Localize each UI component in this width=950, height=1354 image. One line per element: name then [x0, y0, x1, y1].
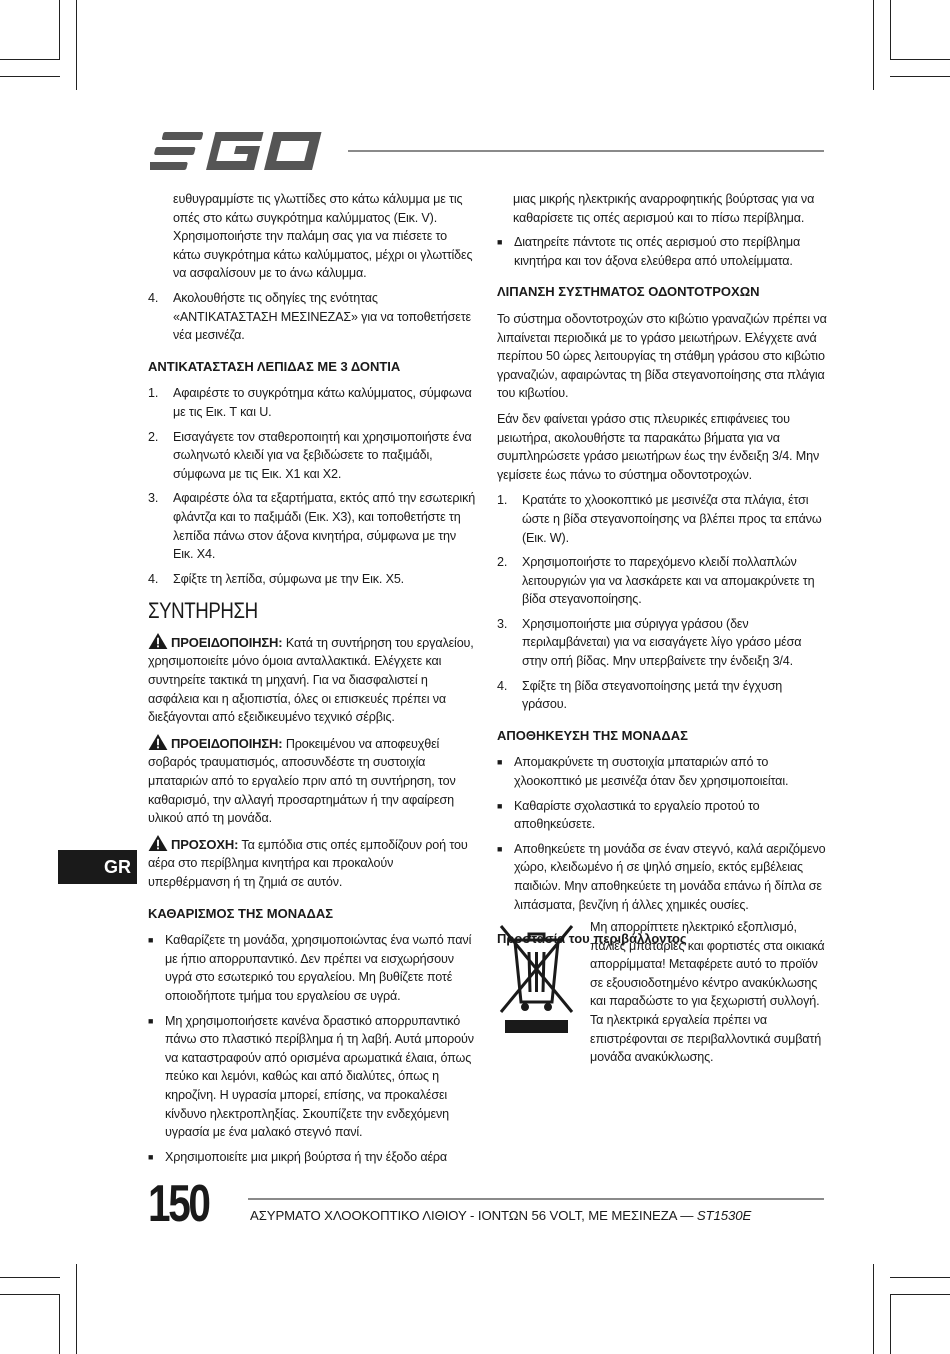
warning-label: ΠΡΟΕΙΔΟΠΟΙΗΣΗ: — [171, 634, 283, 650]
warning-text: Κατά τη συντήρηση του εργαλείου, χρησιμοποιείτε μόνο όμοια ανταλλακτικά. Ελέγχετε και συντηρείτε τακτικά τη μηχανή. Για να διασφαλιστεί η ασφάλεια και η αξιοπιστία, όλες οι επισκευές πρέπει να διεξάγονται από εξειδικευμένο τεχνικό σέρβις. — [148, 635, 474, 725]
warning-text: Προκειμένου να αποφευχθεί σοβαρός τραυματισμός, αποσυνδέστε τη συστοιχία μπαταριών από το εργαλείο πριν από τη συντήρηση, τον καθαρισμό, την αλλαγή προσαρτημάτων ή την αφαίρεση υλικού από τη μονάδα. — [148, 736, 456, 826]
section-heading: ΑΝΤΙΚΑΤΑΣΤΑΣΗ ΛΕΠΙΔΑΣ ΜΕ 3 ΔΟΝΤΙΑ — [148, 358, 401, 374]
paragraph: Το σύστημα οδοντοτροχών στο κιβώτιο γραναζιών πρέπει να λιπαίνεται περιοδικά με το γράσο μειωτήρων. Ελέγχετε ανά περίπου 50 ώρες λειτουργίας τη στάθμη γράσου στο κιβώτιο γραναζιών, αφαιρώντας τη βίδα στεγανοποίησης στα πλάγια του κιβωτίου. — [497, 311, 827, 401]
list-item — [148, 489, 476, 563]
list-item — [148, 931, 476, 1005]
language-tab: GR — [58, 850, 137, 884]
crop-mark — [76, 1264, 77, 1354]
crop-mark — [890, 59, 950, 60]
crossed-out-bin-icon — [497, 920, 576, 1038]
caution-label: ΠΡΟΣΟΧΗ: — [171, 836, 239, 852]
warning-triangle-icon — [148, 633, 168, 649]
bullet-icon: ■ — [148, 935, 154, 946]
item-number: 2. — [148, 429, 159, 444]
crop-mark — [890, 1294, 891, 1354]
crop-mark — [0, 1277, 60, 1278]
crop-mark — [873, 0, 874, 90]
warning-triangle-icon — [148, 734, 168, 750]
crop-mark — [890, 0, 891, 60]
section-heading: ΑΠΟΘΗΚΕΥΣΗ ΤΗΣ ΜΟΝΑΔΑΣ — [497, 727, 688, 743]
crop-mark — [0, 59, 60, 60]
footer-rule — [248, 1198, 824, 1200]
warning-triangle-icon — [148, 835, 168, 851]
item-text: Ακολουθήστε τις οδηγίες της ενότητας «ΑΝΤΙΚΑΤΑΣΤΑΣΗ ΜΕΣΙΝΕΖΑΣ» για να τοποθετήσετε νέα μεσινέζα. — [173, 290, 471, 343]
bullet-icon: ■ — [497, 800, 503, 811]
crop-mark — [0, 1294, 60, 1295]
item-number: 1. — [148, 386, 159, 401]
list-item — [148, 1012, 476, 1142]
crop-mark — [59, 1294, 60, 1354]
crop-mark — [59, 0, 60, 60]
item-number: 3. — [148, 491, 159, 506]
item-text: Καθαρίστε σχολαστικά το εργαλείο προτού το αποθηκεύσετε. — [514, 798, 760, 832]
list-item — [497, 553, 827, 609]
paragraph: ευθυγραμμίστε τις γλωττίδες στο κάτω κάλυμμα με τις οπές στο κάτω συγκρότημα καλύμματος (Εικ. V). Χρησιμοποιήστε την παλάμη σας για να πιέσετε το κάτω συγκρότημα κάτω καλύμματος, μέχρι οι γλωττίδες να ασφαλίσουν με το άνω κάλυμμα. — [173, 192, 473, 281]
crop-mark — [0, 76, 60, 77]
list-item — [497, 753, 827, 790]
item-number: 4. — [148, 290, 159, 305]
caution-block — [148, 835, 476, 892]
list-item — [497, 615, 827, 671]
item-text: Χρησιμοποιήστε μια σύριγγα γράσου (δεν περιλαμβάνεται) για να εισαγάγετε λίγο γράσο μέσα στην οπή βίδας. Μην υπερβαίνετε την ένδειξη 3/4. — [522, 616, 802, 669]
environment-text: Μη απορρίπτετε ηλεκτρικό εξοπλισμό, παλιές μπαταρίες και φορτιστές στα οικιακά απορρίμματα! Μεταφέρετε αυτό το προϊόν σε εξουσιοδοτημένο κέντρο ανακύκλωσης και παραδώστε το για ξεχωριστή συλλογή. Τα ηλεκτρικά εργαλεία πρέπει να επιστρέφονται σε περιβαλλοντικά συμβατή μονάδα ανακύκλωσης. — [590, 920, 825, 1065]
item-text: Εισαγάγετε τον σταθεροποιητή και χρησιμοποιήστε ένα σωληνωτό κλειδί για να ξεβιδώσετε το παξιμάδι, σύμφωνα με τις Εικ. X1 και X2. — [173, 429, 472, 481]
bullet-icon: ■ — [497, 237, 503, 248]
bullet-icon: ■ — [497, 757, 503, 768]
right-column — [497, 190, 827, 957]
crop-mark — [890, 1277, 950, 1278]
item-text: Καθαρίζετε τη μονάδα, χρησιμοποιώντας ένα νωπό πανί με ήπιο απορρυπαντικό. Δεν πρέπει να εισχωρήσουν υγρά στο εσωτερικό του εργαλείου. Μη βυθίζετε ποτέ οποιοδήποτε τμήμα του εργαλείου σε υγρά. — [165, 933, 472, 1003]
page-number: 150 — [148, 1175, 209, 1233]
crop-mark — [76, 0, 77, 90]
item-text: Μη χρησιμοποιήσετε κανένα δραστικό απορρυπαντικό πάνω στο πλαστικό περίβλημα ή τη λαβή. Αυτά μπορούν να καταστραφούν από ορισμένα αρωματικά έλαια, όπως πεύκο και λεμόνι, καθώς και από διαλύτες, όπως η κηροζίνη. Η υγρασία μπορεί, επίσης, να προκαλέσει κίνδυνο ηλεκτροπληξίας. Σκουπίζετε την ενδεχόμενη υγρασία με ένα μαλακό στεγνό πανί. — [165, 1013, 474, 1140]
section-heading: ΚΑΘΑΡΙΣΜΟΣ ΤΗΣ ΜΟΝΑΔΑΣ — [148, 905, 334, 921]
item-number: 4. — [497, 678, 508, 693]
list-item — [148, 1148, 476, 1167]
item-text: Χρησιμοποιήστε το παρεχόμενο κλειδί πολλαπλών λειτουργιών για να λασκάρετε και να απομακρύνετε τη βίδα στεγανοποίησης. — [522, 555, 815, 607]
section-title: ΣΥΝΤΗΡΗΣΗ — [148, 598, 258, 624]
item-number: 3. — [497, 616, 508, 631]
bullet-icon: ■ — [497, 843, 503, 854]
list-item — [148, 289, 476, 345]
left-column — [148, 190, 476, 1172]
crop-mark — [873, 1264, 874, 1354]
caution-text: Τα εμπόδια στις οπές εμποδίζουν ροή του αέρα στο περίβλημα κινητήρα και προκαλούν υπερθέρμανση ή τη ζημιά σε αυτόν. — [148, 837, 468, 889]
header-rule — [348, 150, 824, 152]
item-text: Χρησιμοποιείτε μια μικρή βούρτσα ή την έξοδο αέρα — [165, 1149, 448, 1164]
list-item — [497, 797, 827, 834]
item-text: Αφαιρέστε όλα τα εξαρτήματα, εκτός από την εσωτερική φλάντζα και το παξιμάδι (Εικ. X3), και τοποθετήστε τη λεπίδα πάνω στον άξονα κινητήρα, σύμφωνα με την Εικ. X4. — [173, 491, 476, 562]
list-item — [148, 428, 476, 484]
list-item — [497, 677, 827, 714]
list-item — [497, 491, 827, 547]
item-number: 1. — [497, 493, 508, 508]
paragraph: Εάν δεν φαίνεται γράσο στις πλευρικές επιφάνειες του μειωτήρα, ακολουθήστε τα παρακάτω βήματα για να συμπληρώσετε γράσο μειωτήρων έως την ένδειξη 3/4. Μην γεμίσετε έως πάνω το σύστημα οδοντοτροχών. — [497, 411, 820, 482]
bullet-icon: ■ — [148, 1015, 154, 1026]
item-text: Διατηρείτε πάντοτε τις οπές αερισμού στο περίβλημα κινητήρα και τον άξονα ελεύθερα από υπολείμματα. — [514, 235, 801, 268]
list-item — [148, 384, 476, 421]
footer-text: ΑΣΥΡΜΑΤΟ ΧΛΟΟΚΟΠΤΙΚΟ ΛΙΘΙΟΥ - ΙΟΝΤΩΝ 56 VOLT, ΜΕ ΜΕΣΙΝΕΖΑ — — [250, 1208, 697, 1223]
footer-title — [250, 1208, 751, 1223]
warning-label: ΠΡΟΕΙΔΟΠΟΙΗΣΗ: — [171, 735, 283, 751]
section-heading: ΛΙΠΑΝΣΗ ΣΥΣΤΗΜΑΤΟΣ ΟΔΟΝΤΟΤΡΟΧΩΝ — [497, 284, 760, 300]
list-item — [497, 233, 827, 270]
ego-logo — [150, 130, 330, 172]
item-number: 4. — [148, 571, 159, 586]
warning-block — [148, 633, 476, 727]
footer-model: ST1530E — [696, 1208, 752, 1223]
item-text: Απομακρύνετε τη συστοιχία μπαταριών από το χλοοκοπτικό με μεσινέζα όταν δεν χρησιμοποιείται. — [514, 755, 789, 789]
section-heading: Προστασία του περιβάλλοντος — [497, 931, 687, 947]
item-text: Αφαιρέστε το συγκρότημα κάτω καλύμματος, σύμφωνα με τις Εικ. T και U. — [173, 386, 472, 419]
item-number: 2. — [497, 555, 508, 570]
bullet-icon: ■ — [148, 1151, 154, 1162]
item-text: Σφίξτε τη λεπίδα, σύμφωνα με την Εικ. X5. — [173, 571, 405, 586]
item-text: Κρατάτε το χλοοκοπτικό με μεσινέζα στα πλάγια, έτσι ώστε η βίδα στεγανοποίησης να βλέπει προς τα επάνω (Εικ. W). — [522, 493, 822, 545]
item-text: Σφίξτε τη βίδα στεγανοποίησης μετά την έγχυση γράσου. — [522, 678, 783, 712]
crop-mark — [890, 1294, 950, 1295]
warning-block — [148, 734, 476, 828]
list-item — [148, 570, 476, 589]
paragraph: μιας μικρής ηλεκτρικής αναρροφητικής βούρτσας για να καθαρίσετε τις οπές αερισμού και το πίσω περίβλημα. — [513, 192, 815, 225]
item-text: Αποθηκεύετε τη μονάδα σε έναν στεγνό, καλά αεριζόμενο χώρο, κλειδωμένο ή σε ψηλό σημείο, εκτός εμβέλειας παιδιών. Μην αποθηκεύετε τη μονάδα επάνω ή δίπλα σε λιπάσματα, βενζίνη ή άλλες χημικές ουσίες. — [514, 841, 826, 912]
crop-mark — [890, 76, 950, 77]
list-item — [497, 840, 827, 914]
